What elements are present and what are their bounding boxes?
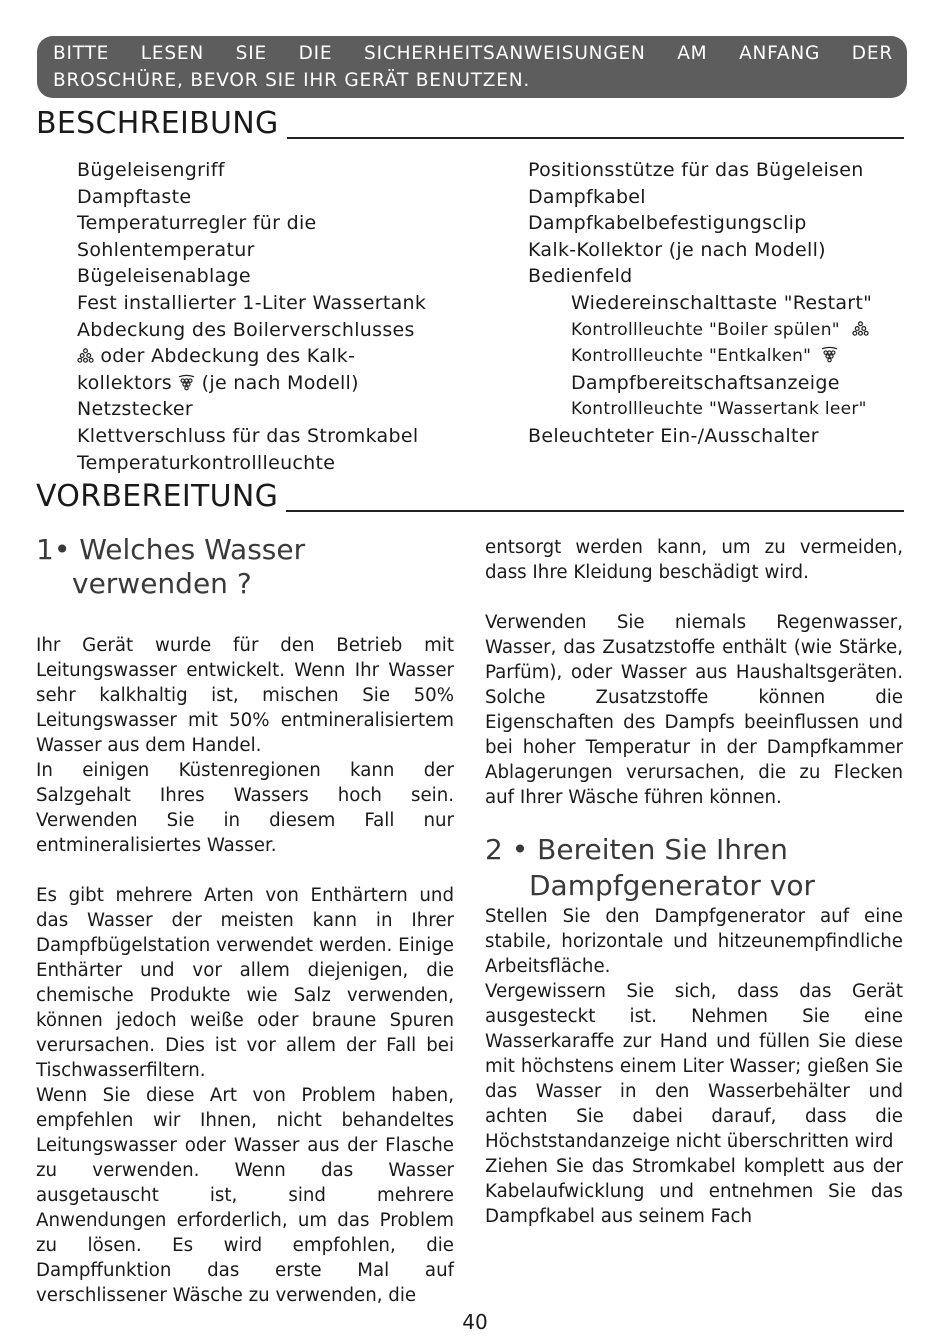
paragraph: Wenn Sie diese Art von Problem haben, empfehlen wir Ihnen, nicht behandeltes Leitungswasser oder Wasser aus der Flasche zu verwenden. Wenn das Wasser ausgetauscht ist, sind mehrere Anwendungen erforderlich, um das Problem zu lösen. Es wird empfohlen, die Dampffunktion das erste Mal auf verschlissener Wäsche zu verwenden, die	[36, 1085, 454, 1306]
notice-line-2: BROSCHÜRE, BEVOR SIE IHR GERÄT BENUTZEN.	[53, 70, 531, 91]
list-item: Dampfkabel	[528, 185, 646, 208]
paragraph: Verwenden Sie niemals Regenwasser, Wasser, das Zusatzstoffe enthält (wie Stärke, Parfüm), oder Wasser aus Haushaltsgeräten. Solche Zusatzstoffe können die Eigenschaften des Dampfs beeinflussen und bei hoher Temperatur in der Dampfkammer Ablagerungen verursachen, die zu Flecken auf Ihrer Wäsche führen können.	[485, 612, 903, 808]
descale-icon	[821, 346, 838, 363]
subsection-title-2: 2 • Bereiten Sie Ihren Dampfgenerator vor	[485, 833, 816, 902]
list-item: Temperaturregler für die	[77, 212, 317, 235]
list-item: Dampftaste	[77, 185, 192, 208]
section-heading: VORBEREITUNG	[36, 479, 279, 514]
description-list-left	[77, 157, 426, 476]
list-item: Kontrollleuchte "Wassertank leer"	[571, 399, 867, 420]
list-item: Abdeckung des Boilerverschlusses	[77, 318, 415, 341]
section-beschreibung	[36, 106, 904, 142]
paragraph: entsorgt werden kann, um zu vermeiden, dass Ihre Kleidung beschädigt wird.	[485, 537, 903, 583]
paragraph: Vergewissern Sie sich, dass das Gerät ausgesteckt ist. Nehmen Sie eine Wasserkaraffe zur Hand und füllen Sie diese mit höchstens einem Liter Wasser; gießen Sie das Wasser in den Wasserbehälter und achten Sie dabei darauf, dass die Höchststandanzeige nicht überschritten wird	[485, 981, 903, 1152]
paragraph: Es gibt mehrere Arten von Enthärtern und das Wasser der meisten kann in Ihrer Dampfbügelstation verwendet werden. Einige Enthärter und vor allem diejenigen, die chemische Produkte wie Salz verwenden, können jedoch weiße oder braune Spuren verursachen. Dies ist vor allem der Fall bei Tischwasserfiltern.	[36, 885, 454, 1081]
paragraph: Ziehen Sie das Stromkabel komplett aus der Kabelaufwicklung und entnehmen Sie das Dampfkabel aus seinem Fach	[485, 1156, 903, 1227]
list-item: Fest installierter 1-Liter Wassertank	[77, 291, 427, 314]
list-item: Sohlentemperatur	[77, 238, 255, 261]
section-heading: BESCHREIBUNG	[36, 106, 279, 141]
boiler-rinse-icon	[852, 320, 869, 337]
list-item: Kalk-Kollektor (je nach Modell)	[528, 238, 826, 261]
list-item: Dampfbereitschaftsanzeige	[571, 371, 840, 394]
descale-icon	[178, 374, 195, 391]
list-item: Bügeleisengriff	[77, 159, 225, 181]
list-item: Dampfkabelbefestigungsclip	[528, 212, 807, 235]
notice-line-1: BITTE LESEN SIE DIE SICHERHEITSANWEISUNGEN AM ANFANG DER	[53, 43, 893, 64]
heading-rule	[287, 137, 904, 139]
list-item: Positionsstütze für das Bügeleisen	[528, 159, 864, 181]
list-item: Temperaturkontrollleuchte	[77, 451, 336, 474]
list-item: Kontrollleuchte "Entkalken"	[528, 343, 872, 370]
list-item: kollektors (je nach Modell)	[77, 371, 359, 394]
paragraph: Ihr Gerät wurde für den Betrieb mit Leitungswasser entwickelt. Wenn Ihr Wasser sehr kalkhaltig ist, mischen Sie 50% Leitungswasser mit 50% entmineralisiertem Wasser aus dem Handel.	[36, 635, 454, 756]
section-vorbereitung	[36, 479, 904, 515]
list-item: Kontrollleuchte "Boiler spülen"	[528, 317, 872, 344]
heading-rule	[286, 510, 904, 512]
left-column	[36, 533, 454, 1308]
boiler-rinse-icon	[77, 347, 94, 364]
subsection-title-1: 1• Welches Wasser verwenden ?	[36, 533, 306, 600]
paragraph: In einigen Küstenregionen kann der Salzgehalt Ihres Wassers hoch sein. Verwenden Sie in diesem Fall nur entmineralisiertes Wasser.	[36, 760, 454, 856]
list-item: oder Abdeckung des Kalk-	[77, 343, 426, 370]
right-column	[485, 535, 903, 1229]
list-item: Bedienfeld	[528, 265, 633, 288]
list-item: Beleuchteter Ein-/Ausschalter	[528, 424, 819, 447]
paragraph: Stellen Sie den Dampfgenerator auf eine stabile, horizontale und hitzeunempfindliche Arbeitsfläche.	[485, 906, 903, 977]
description-list-right	[528, 157, 872, 450]
list-item: Netzstecker	[77, 398, 193, 421]
page-number: 40	[462, 1310, 488, 1334]
list-item: Bügeleisenablage	[77, 265, 251, 288]
safety-notice-banner	[37, 36, 907, 98]
list-item: Klettverschluss für das Stromkabel	[77, 424, 419, 447]
list-item: Wiedereinschalttaste "Restart"	[571, 291, 873, 314]
